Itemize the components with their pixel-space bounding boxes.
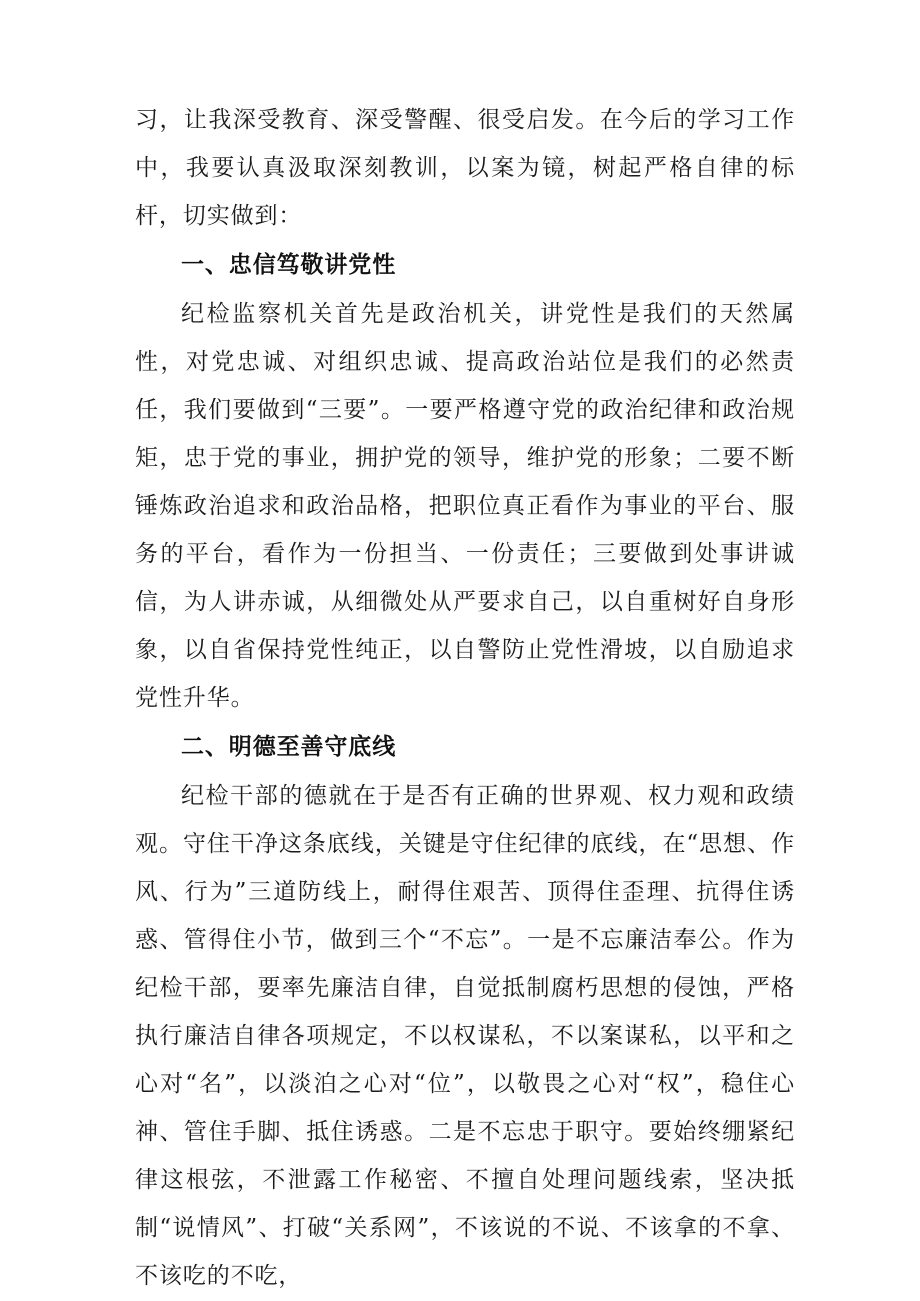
paragraph-intro: 习，让我深受教育、深受警醒、很受启发。在今后的学习工作中，我要认真汲取深刻教训，以案为镜，树起严格自律的标杆，切实做到： (135, 107, 795, 229)
paragraph-section-2: 纪检干部的德就在于是否有正确的世界观、权力观和政绩观。守住干净这条底线，关键是守住纪律的底线，在“思想、作风、行为”三道防线上，耐得住艰苦、顶得住歪理、抗得住诱惑、管得住小节，做到三个“不忘”。一是不忘廉洁奉公。作为纪检干部，要率先廉洁自律，自觉抵制腐朽思想的侵蚀，严格执行廉洁自律各项规定，不以权谋私，不以案谋私，以平和之心对“名”，以淡泊之心对“位”，以敬畏之心对“权”，稳住心神、管住手脚、抵住诱惑。二是不忘忠于职守。要始终绷紧纪律这根弦，不泄露工作秘密、不擅自处理问题线索，坚决抵制“说情风”、打破“关系网”，不该说的不说、不该拿的不拿、不该吃的不吃， (135, 783, 795, 1289)
document-body (135, 96, 795, 1300)
paragraph-section-1: 纪检监察机关首先是政治机关，讲党性是我们的天然属性，对党忠诚、对组织忠诚、提高政治站位是我们的必然责任，我们要做到“三要”。一要严格遵守党的政治纪律和政治规矩，忠于党的事业，拥护党的领导，维护党的形象；二要不断锤炼政治追求和政治品格，把职位真正看作为事业的平台、服务的平台，看作为一份担当、一份责任；三要做到处事讲诚信，为人讲赤诚，从细微处从严要求自己，以自重树好自身形象，以自省保持党性纯正，以自警防止党性滑坡，以自励追求党性升华。 (135, 301, 795, 711)
section-heading-1: 一、忠信笃敬讲党性 (181, 252, 397, 278)
section-heading-2: 二、明德至善守底线 (181, 734, 397, 760)
